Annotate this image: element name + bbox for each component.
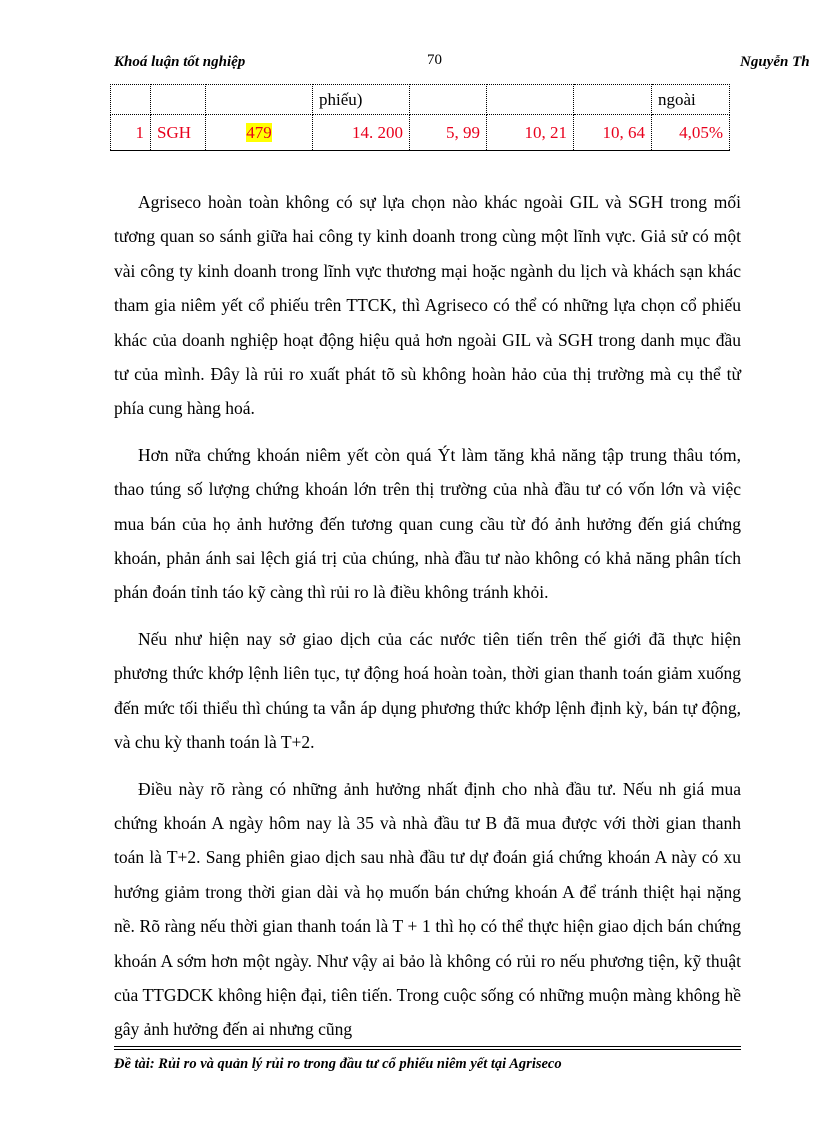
table-cell: SGH bbox=[151, 115, 206, 151]
table-row bbox=[111, 115, 730, 151]
footer-topic: Đề tài: Rủi ro và quản lý rủi ro trong đầu tư cổ phiếu niêm yết tại Agriseco bbox=[114, 1056, 562, 1072]
table-cell: 4,05% bbox=[652, 115, 730, 151]
body-text bbox=[114, 185, 741, 1059]
table-cell bbox=[410, 85, 487, 115]
table-cell: 14. 200 bbox=[313, 115, 410, 151]
page-header bbox=[114, 52, 816, 74]
table-cell: 10, 64 bbox=[574, 115, 652, 151]
paragraph: Hơn nữa chứng khoán niêm yết còn quá Ýt làm tăng khả năng tập trung thâu tóm, thao túng số lượng chứng khoán lớn trên thị trường của nhà đầu tư có vốn lớn và việc mua bán của họ ảnh hưởng đến tương quan cung cầu từ đó ảnh hưởng đến giá chứng khoán, phản ánh sai lệch giá trị của chúng, nhà đầu tư nào không có khả năng phân tích phán đoán tỉnh táo kỹ càng thì rủi ro là điều không tránh khỏi. bbox=[114, 444, 741, 603]
table-cell: 1 bbox=[111, 115, 151, 151]
table-cell bbox=[206, 85, 313, 115]
data-table bbox=[110, 84, 730, 151]
header-title: Khoá luận tốt nghiệp bbox=[114, 54, 246, 70]
highlighted-value: 479 bbox=[246, 122, 272, 142]
page-number: 70 bbox=[427, 52, 442, 68]
table-cell bbox=[487, 85, 574, 115]
table-cell bbox=[206, 115, 313, 151]
header-author: Nguyễn Th bbox=[740, 54, 810, 70]
table-cell: phiếu) bbox=[313, 85, 410, 115]
table-cell: ngoài bbox=[652, 85, 730, 115]
table-cell bbox=[574, 85, 652, 115]
page-footer bbox=[114, 1046, 741, 1073]
paragraph: Điều này rõ ràng có những ảnh hưởng nhất định cho nhà đầu tư. Nếu nh giá mua chứng khoán A ngày hôm nay là 35 và nhà đầu tư B đã mua được với thời gian thanh toán là T+2. Sang phiên giao dịch sau nhà đầu tư dự đoán giá chứng khoán A này có xu hướng giảm trong thời gian dài và họ muốn bán chứng khoán A để tránh thiệt hại nặng nề. Rõ ràng nếu thời gian thanh toán là T + 1 thì họ có thể thực hiện giao dịch bán chứng khoán A sớm hơn một ngày. Như vậy ai bảo là không có rủi ro nếu phương tiện, kỹ thuật của TTGDCK không hiện đại, tiên tiến. Trong cuộc sống có những muộn màng không hề gây ảnh hưởng đến ai nhưng cũng bbox=[114, 778, 741, 1040]
table-cell bbox=[151, 85, 206, 115]
table-cell: 10, 21 bbox=[487, 115, 574, 151]
table-row bbox=[111, 85, 730, 115]
table-cell: 5, 99 bbox=[410, 115, 487, 151]
footer-divider bbox=[114, 1049, 741, 1050]
paragraph: Agriseco hoàn toàn không có sự lựa chọn nào khác ngoài GIL và SGH trong mối tương quan so sánh giữa hai công ty kinh doanh trong cùng một lĩnh vực. Giả sử có một vài công ty kinh doanh trong lĩnh vực thương mại hoặc ngành du lịch và khách sạn khác tham gia niêm yết cổ phiếu trên TTCK, thì Agriseco có thể có những lựa chọn cổ phiếu khác của doanh nghiệp hoạt động hiệu quả hơn ngoài GIL và SGH trong danh mục đầu tư của mình. Đây là rủi ro xuất phát tõ sù không hoàn hảo của thị trường mà cụ thể từ phía cung hàng hoá. bbox=[114, 192, 741, 419]
footer-divider bbox=[114, 1046, 741, 1047]
paragraph: Nếu như hiện nay sở giao dịch của các nước tiên tiến trên thế giới đã thực hiện phương thức khớp lệnh liên tục, tự động hoá hoàn toàn, thời gian thanh toán giảm xuống đến mức tối thiểu thì chúng ta vẫn áp dụng phương thức khớp lệnh định kỳ, bán tự động, và chu kỳ thanh toán là T+2. bbox=[114, 628, 741, 753]
table-cell bbox=[111, 85, 151, 115]
